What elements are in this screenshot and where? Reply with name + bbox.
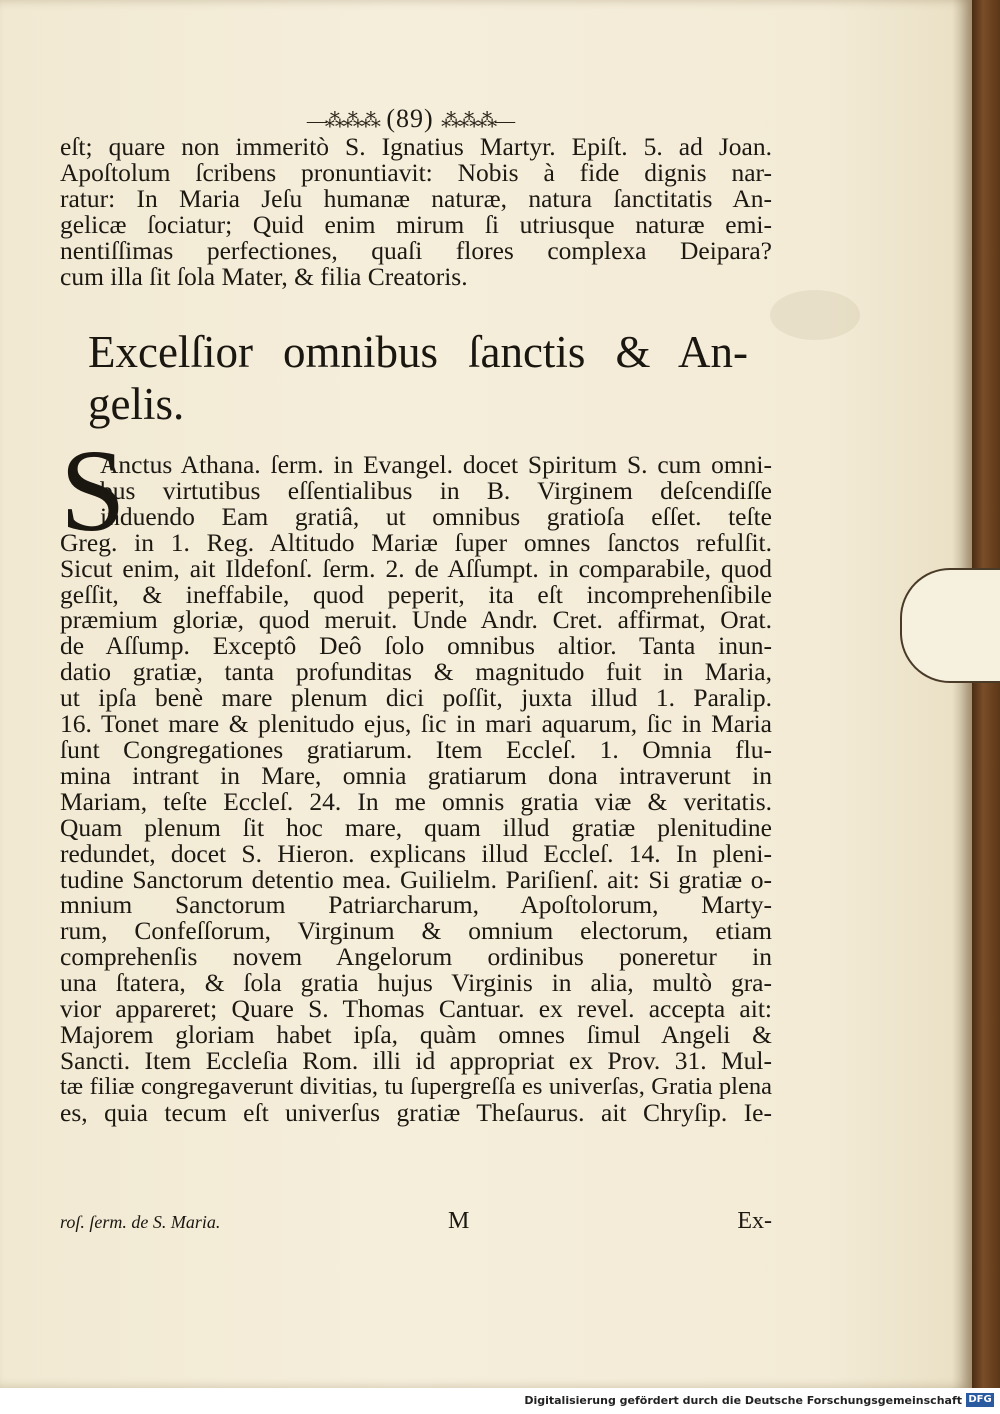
footer-bar: [0, 1388, 1000, 1414]
text-line: præmium gloriæ, quod meruit. Unde Andr. Cret. affirmat, Orat.: [60, 605, 772, 635]
text-line: tæ filiæ congregaverunt divitias, tu ſupergreſſa es univerſas, Gratia plena: [60, 1072, 772, 1100]
page-number: (89): [386, 104, 434, 133]
text-line: eſt; quare non immeritò S. Ignatius Martyr. Epiſt. 5. ad Joan.: [60, 132, 772, 161]
text-line: Sancti. Item Eccleſia Rom. illi id appropriat ex Prov. 31. Mul-: [60, 1045, 772, 1075]
text-line: tudine Sanctorum detentio mea. Guilielm. Pariſienſ. ait: Si gratiæ o-: [60, 864, 772, 894]
page-edge-shadow: [952, 0, 974, 1388]
drop-cap: S: [60, 425, 126, 556]
text-line: Apoſtolum ſcribens pronuntiavit: Nobis à fide dignis nar-: [60, 157, 772, 187]
text-line: de Aſſump. Exceptô Deô ſolo omnibus altior. Tanta inun-: [60, 631, 772, 661]
funding-credit: Digitalisierung gefördert durch die Deutsche Forschungsgemeinschaft: [524, 1394, 962, 1407]
heading-line-2: gelis.: [88, 379, 185, 429]
text-line: vior appareret; Quare S. Thomas Cantuar. ex revel. accepta ait:: [60, 994, 772, 1024]
text-line: induendo Eam gratiâ, ut omnibus gratioſa eſſet. teſte: [100, 501, 772, 531]
thumb-index-cutout: [900, 568, 1000, 683]
text-line: mnium Sanctorum Patriarcharum, Apoſtolorum, Marty-: [60, 890, 772, 920]
text-line: Quam plenum ſit hoc mare, quam illud gratiæ plenitudine: [60, 812, 772, 842]
top-paragraph: [60, 134, 772, 289]
text-line: es, quia tecum eſt univerſus gratiæ Theſaurus. ait Chryſip. Ie-: [60, 1097, 772, 1127]
text-line: datio gratiæ, tanta profunditas & magnitudo fuit in Maria,: [60, 657, 772, 687]
text-line: Anctus Athana. ſerm. in Evangel. docet Spiritum S. cum omni-: [100, 450, 772, 479]
catchline: [60, 1208, 772, 1234]
text-line: Sicut enim, ait Ildefonſ. ſerm. 2. de Aſſumpt. in comparabile, quod: [60, 553, 772, 583]
book-binding: [972, 0, 1000, 1388]
text-line: cum illa ſit ſola Mater, & filia Creatoris.: [60, 261, 468, 291]
text-line: bus virtutibus eſſentialibus in B. Virginem deſcendiſſe: [100, 475, 772, 505]
page-header: [0, 104, 820, 134]
header-ornament-left: —⁂⁂⁂: [306, 110, 379, 132]
text-line: una ſtatera, & ſola gratia hujus Virginis in alia, multò gra-: [60, 968, 772, 998]
text-line: ratur: In Maria Jeſu humanæ naturæ, natura ſanctitatis An-: [60, 183, 772, 213]
main-paragraph: [60, 452, 772, 1126]
text-line: Greg. in 1. Reg. Altitudo Mariæ ſuper omnes ſanctos refulſit.: [60, 527, 772, 557]
text-line: redundet, docet S. Hieron. explicans illud Eccleſ. 14. In pleni-: [60, 838, 772, 868]
text-line: comprehenſis novem Angelorum ordinibus poneretur in: [60, 942, 772, 972]
header-ornament-right: ⁂⁂⁂—: [441, 110, 514, 132]
text-line: ſunt Congregationes gratiarum. Item Eccleſ. 1. Omnia flu-: [60, 734, 772, 764]
text-line: nentiſſimas perfectiones, quaſi flores complexa Deipara?: [60, 235, 772, 265]
dfg-logo: DFG: [966, 1393, 994, 1407]
section-heading: [88, 326, 748, 430]
text-line: geſſit, & ineffabile, quod peperit, ita eſt incomprehenſibile: [60, 579, 772, 609]
catchline-reference: roſ. ſerm. de S. Maria.: [60, 1212, 221, 1232]
text-line: ut ipſa benè mare plenum dici poſſit, juxta illud 1. Paralip.: [60, 683, 772, 713]
signature-mark: M: [448, 1208, 470, 1234]
text-line: rum, Confeſſorum, Virginum & omnium electorum, etiam: [60, 916, 772, 946]
text-line: Majorem gloriam habet ipſa, quàm omnes ſimul Angeli &: [60, 1019, 772, 1049]
text-line: Mariam, teſte Eccleſ. 24. In me omnis gratia viæ & veritatis.: [60, 786, 772, 816]
heading-line-1: Excelſior omnibus ſanctis & An-: [88, 327, 748, 377]
text-line: gelicæ ſociatur; Quid enim mirum ſi utriusque naturæ emi-: [60, 209, 772, 239]
catchword: Ex-: [737, 1208, 772, 1234]
text-line: 16. Tonet mare & plenitudo ejus, ſic in mari aquarum, ſic in Maria: [60, 709, 772, 739]
paper-stain: [770, 290, 860, 340]
text-line: mina intrant in Mare, omnia gratiarum dona intraverunt in: [60, 760, 772, 790]
